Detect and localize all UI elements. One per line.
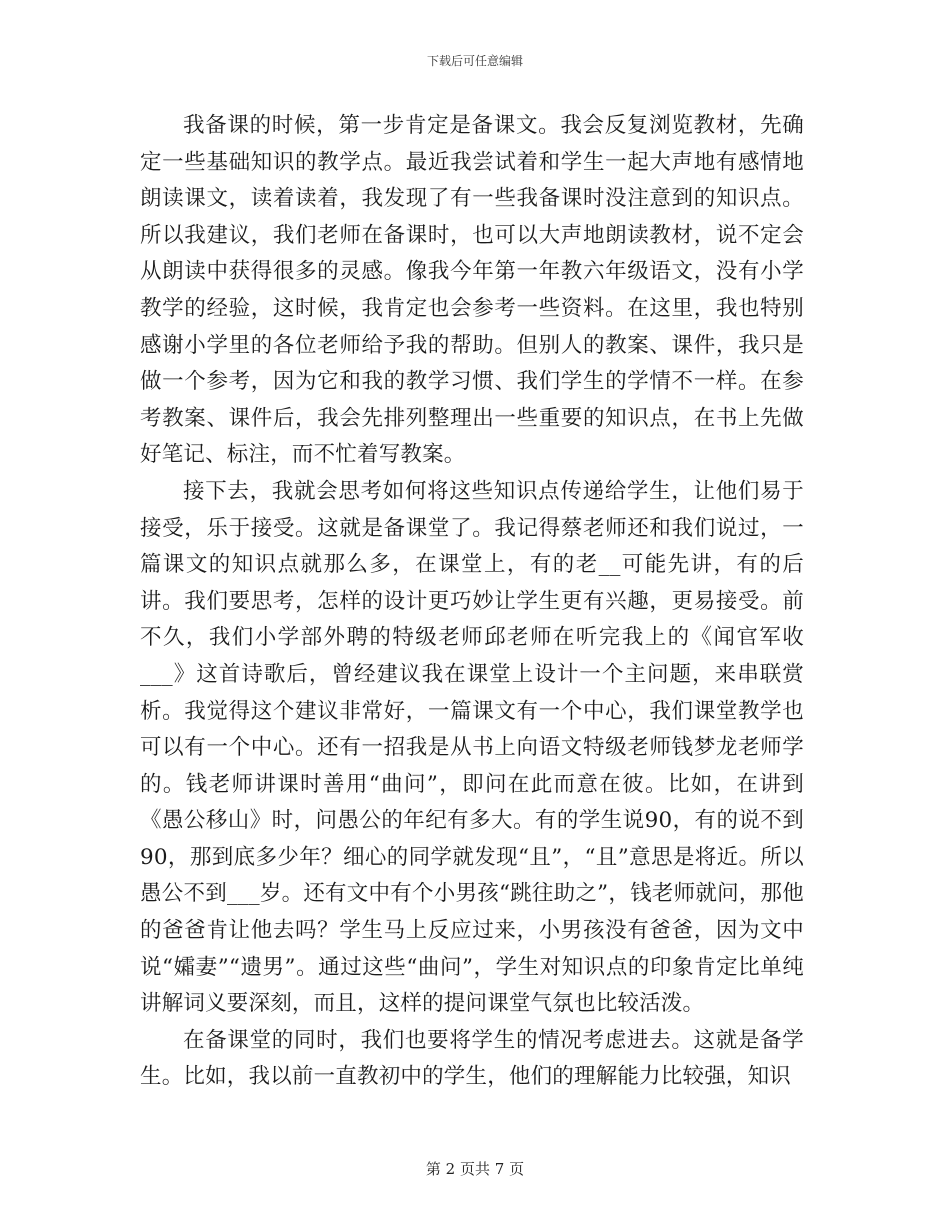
document-body	[140, 108, 804, 1096]
paragraph-3: 在备课堂的同时，我们也要将学生的情况考虑进去。这就是备学生。比如，我以前一直教初中的学生，他们的理解能力比较强，知识	[140, 1027, 804, 1090]
paragraph-2: 接下去，我就会思考如何将这些知识点传递给学生，让他们易于接受，乐于接受。这就是备课堂了。我记得蔡老师还和我们说过，一篇课文的知识点就那么多，在课堂上，有的老__可能先讲，有的后讲。我们要思考，怎样的设计更巧妙让学生更有兴趣，更易接受。前不久，我们小学部外聘的特级老师邱老师在听完我上的《闻官军收___》这首诗歌后，曾经建议我在课堂上设计一个主问题，来串联赏析。我觉得这个建议非常好，一篇课文有一个中心，我们课堂教学也可以有一个中心。还有一招我是从书上向语文特级老师钱梦龙老师学的。钱老师讲课时善用“曲问”，即问在此而意在彼。比如，在讲到《愚公移山》时，问愚公的年纪有多大。有的学生说90，有的说不到90，那到底多少年？细心的同学就发现“且”，“且”意思是将近。所以愚公不到___岁。还有文中有个小男孩“跳往助之”，钱老师就问，那他的爸爸肯让他去吗？学生马上反应过来，小男孩没有爸爸，因为文中说“孀妻”“遗男”。通过这些“曲问”，学生对知识点的印象肯定比单纯讲解词义要深刻，而且，这样的提问课堂气氛也比较活泼。	[140, 478, 804, 1017]
page-header: 下载后可任意编辑	[426, 54, 523, 68]
paragraph-1: 我备课的时候，第一步肯定是备课文。我会反复浏览教材，先确定一些基础知识的教学点。最近我尝试着和学生一起大声地有感情地朗读课文，读着读着，我发现了有一些我备课时没注意到的知识点。所以我建议，我们老师在备课时，也可以大声地朗读教材，说不定会从朗读中获得很多的灵感。像我今年第一年教六年级语文，没有小学教学的经验，这时候，我肯定也会参考一些资料。在这里，我也特别感谢小学里的各位老师给予我的帮助。但别人的教案、课件，我只是做一个参考，因为它和我的教学习惯、我们学生的学情不一样。在参考教案、课件后，我会先排列整理出一些重要的知识点，在书上先做好笔记、标注，而不忙着写教案。	[140, 113, 804, 468]
page-footer: 第 2 页共 7 页	[425, 1160, 525, 1178]
